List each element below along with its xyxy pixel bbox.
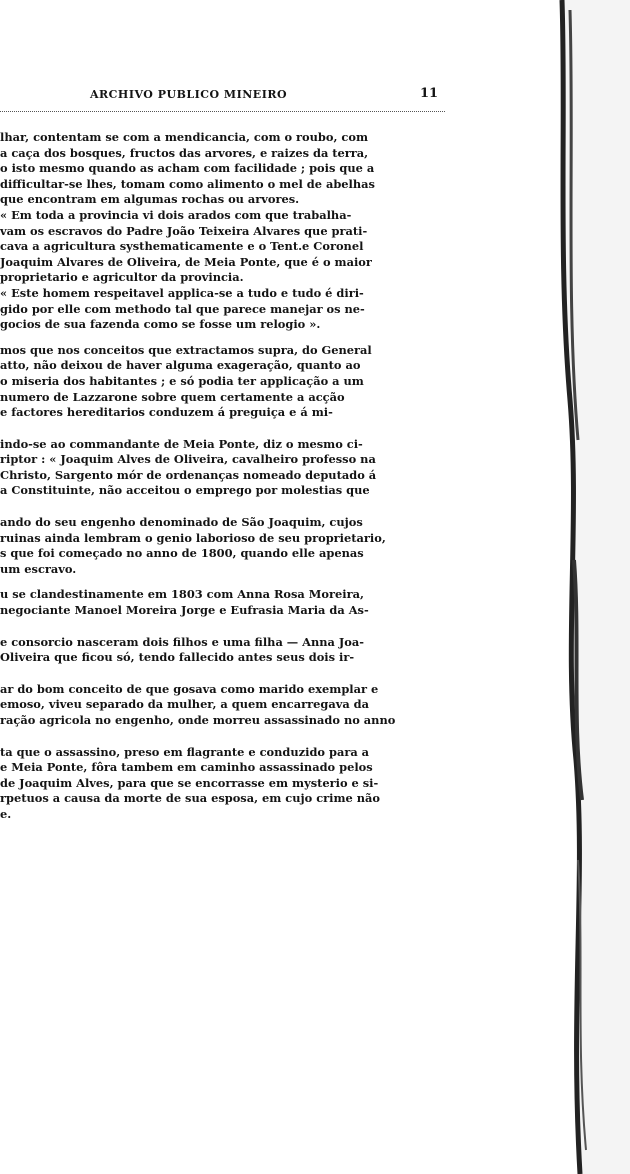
page-number: 11 [420, 86, 439, 101]
text-line: ração agricola no engenho, onde morreu assassinado no anno [0, 713, 396, 727]
text-line: difficultar-se lhes, tomam como alimento o mel de abelhas [0, 176, 375, 191]
header-rule [0, 111, 445, 112]
text-line: riptor : « Joaquim Alves de Oliveira, cavalheiro professo na [0, 452, 376, 467]
text-line: de Joaquim Alves, para que se encorrasse em mysterio e si- [0, 775, 379, 790]
text-line: ruinas ainda lembram o genio laborioso de seu proprietario, [0, 530, 386, 545]
text-line: rpetuos a causa da morte de sua esposa, em cujo crime não [0, 791, 380, 806]
text-line: emoso, viveu separado da mulher, a quem encarregava da [0, 697, 370, 712]
text-line: e. [0, 806, 12, 821]
text-line: o isto mesmo quando as acham com facilidade ; pois que a [0, 161, 375, 176]
text-line: cava a agricultura systhematicamente e o Tent.e Coronel [0, 239, 364, 254]
text-line: negociante Manoel Moreira Jorge e Eufrasia Maria da As- [0, 603, 369, 618]
text-line: gocios de sua fazenda como se fosse um relogio ». [0, 317, 321, 332]
book-spine-edge [540, 0, 630, 1174]
running-title: ARCHIVO PUBLICO MINEIRO [90, 88, 288, 101]
text-line: proprietario e agricultor da provincia. [0, 270, 244, 285]
text-line: o miseria dos habitantes ; e só podia ter applicação a um [0, 373, 364, 388]
text-line: « Em toda a provincia vi dois arados com que trabalha- [0, 207, 352, 222]
text-line: ta que o assassino, preso em flagrante e conduzido para a [0, 744, 370, 759]
body-text [0, 130, 448, 823]
text-line: atto, não deixou de haver alguma exageração, quanto ao [0, 358, 361, 373]
text-line: « Este homem respeitavel applica-se a tudo e tudo é diri- [0, 285, 364, 300]
text-line: ando do seu engenho denominado de São Joaquim, cujos [0, 515, 363, 530]
text-line: Joaquim Alvares de Oliveira, de Meia Ponte, que é o maior [0, 254, 372, 269]
text-line: a Constituinte, não acceitou o emprego por molestias que [0, 483, 370, 498]
text-line: e consorcio nasceram dois filhos e uma filha — Anna Joa- [0, 634, 364, 649]
text-line: Oliveira que ficou só, tendo fallecido antes seus dois ir- [0, 650, 355, 665]
text-line: ar do bom conceito de que gosava como marido exemplar e [0, 681, 379, 696]
text-line: e Meia Ponte, fôra tambem em caminho assassinado pelos [0, 760, 373, 775]
text-line: gido por elle com methodo tal que parece manejar os ne- [0, 301, 365, 316]
text-line: um escravo. [0, 561, 77, 576]
text-line: a caça dos bosques, fructos das arvores, e raizes da terra, [0, 145, 369, 160]
text-line: indo-se ao commandante de Meia Ponte, diz o mesmo ci- [0, 436, 363, 451]
text-line: u se clandestinamente em 1803 com Anna Rosa Moreira, [0, 587, 364, 602]
page-header [0, 88, 538, 104]
text-line: Christo, Sargento mór de ordenanças nomeado deputado á [0, 467, 377, 482]
text-line: vam os escravos do Padre João Teixeira Alvares que prati- [0, 223, 368, 238]
text-line: mos que nos conceitos que extractamos supra, do General [0, 342, 372, 357]
text-line: que encontram em algumas rochas ou arvores. [0, 192, 300, 207]
text-line: s que foi começado no anno de 1800, quando elle apenas [0, 546, 364, 561]
text-line: numero de Lazzarone sobre quem certamente a acção [0, 389, 345, 404]
text-line: lhar, contentam se com a mendicancia, com o roubo, com [0, 130, 368, 144]
text-line: e factores hereditarios conduzem á preguiça e á mi- [0, 405, 333, 420]
